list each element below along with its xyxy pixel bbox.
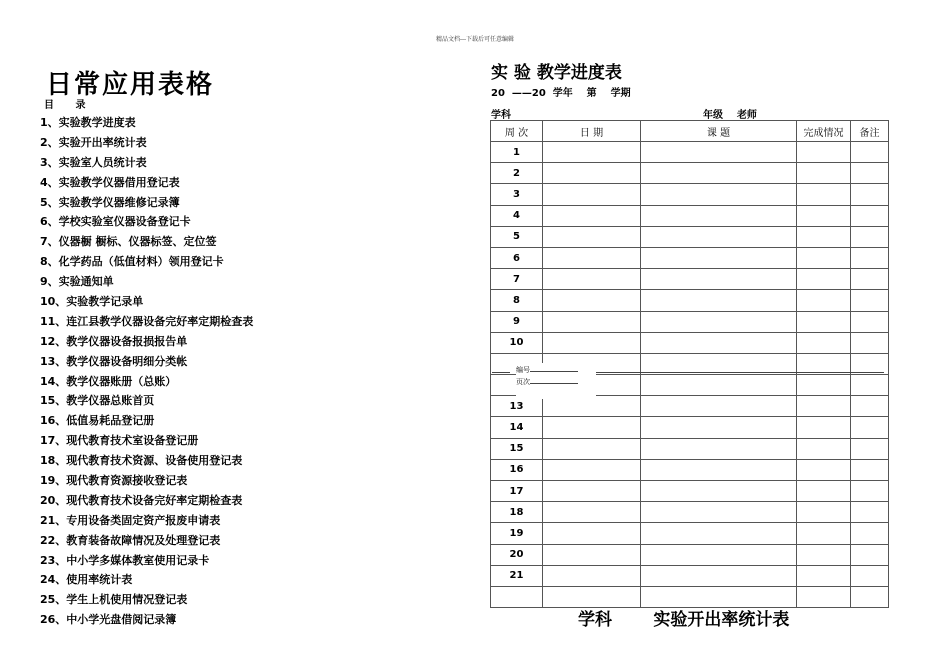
table-row <box>491 502 889 523</box>
week-number-cell <box>491 586 543 607</box>
toc-item: 24、使用率统计表 <box>40 573 133 587</box>
empty-cell <box>641 438 797 459</box>
empty-cell <box>797 205 851 226</box>
empty-cell <box>641 417 797 438</box>
toc-item: 1、实验教学进度表 <box>40 116 136 129</box>
toc-item: 11、连江县教学仪器设备完好率定期检查表 <box>40 314 254 328</box>
divider-line <box>492 372 510 373</box>
empty-cell <box>797 142 851 163</box>
table-row <box>491 438 889 459</box>
empty-cell <box>543 205 641 226</box>
empty-cell <box>641 184 797 205</box>
empty-cell <box>851 226 889 247</box>
empty-cell <box>851 142 889 163</box>
empty-cell <box>851 565 889 586</box>
table-row <box>491 184 889 205</box>
toc-item: 22、教育装备故障情况及处理登记表 <box>40 533 221 547</box>
week-number-cell: 9 <box>491 311 543 332</box>
empty-cell <box>851 290 889 311</box>
empty-cell <box>641 290 797 311</box>
week-number-cell: 18 <box>491 502 543 523</box>
toc-item: 9、实验通知单 <box>40 275 114 289</box>
empty-cell <box>641 332 797 353</box>
toc-item: 13、教学仪器设备明细分类帐 <box>40 354 188 368</box>
table-row <box>491 417 889 438</box>
empty-cell <box>797 502 851 523</box>
empty-cell <box>543 459 641 480</box>
toc-item: 8、化学药品（低值材料）领用登记卡 <box>40 255 224 269</box>
table-row <box>491 311 889 332</box>
toc-item: 21、专用设备类固定资产报废申请表 <box>40 513 221 527</box>
table-row <box>491 163 889 184</box>
empty-cell <box>797 396 851 417</box>
week-number-cell: 19 <box>491 523 543 544</box>
empty-cell <box>641 523 797 544</box>
col-header-topic: 课 题 <box>641 121 797 142</box>
week-number-cell: 8 <box>491 290 543 311</box>
empty-cell <box>797 481 851 502</box>
empty-cell <box>543 481 641 502</box>
toc-item: 19、现代教育资源接收登记表 <box>40 474 188 488</box>
empty-cell <box>641 544 797 565</box>
empty-cell <box>543 438 641 459</box>
toc-item: 16、低值易耗品登记册 <box>40 414 155 428</box>
empty-cell <box>543 417 641 438</box>
empty-cell <box>797 269 851 290</box>
empty-cell <box>797 163 851 184</box>
empty-cell <box>797 375 851 396</box>
empty-cell <box>641 565 797 586</box>
toc-item: 6、学校实验室仪器设备登记卡 <box>40 215 191 229</box>
empty-cell <box>641 459 797 480</box>
empty-cell <box>797 247 851 268</box>
empty-cell <box>851 375 889 396</box>
number-label: 编号 <box>516 366 530 374</box>
empty-cell <box>641 247 797 268</box>
table-row <box>491 290 889 311</box>
empty-cell <box>797 226 851 247</box>
empty-cell <box>641 375 797 396</box>
empty-cell <box>797 586 851 607</box>
week-number-cell: 6 <box>491 247 543 268</box>
empty-cell <box>543 311 641 332</box>
week-number-cell: 1 <box>491 142 543 163</box>
table-row <box>491 205 889 226</box>
toc-item: 3、实验室人员统计表 <box>40 155 147 169</box>
schedule-title: 实 验 教学进度表 <box>491 63 622 83</box>
week-number-cell: 21 <box>491 565 543 586</box>
toc-item: 5、实验教学仪器维修记录簿 <box>40 195 180 209</box>
academic-year-line: 20 ——20 学年 第 学期 <box>491 88 631 99</box>
toc-item: 4、实验教学仪器借用登记表 <box>40 175 180 189</box>
week-number-cell: 15 <box>491 438 543 459</box>
col-header-status: 完成情况 <box>797 121 851 142</box>
empty-cell <box>641 163 797 184</box>
week-number-cell: 5 <box>491 226 543 247</box>
week-number-cell: 20 <box>491 544 543 565</box>
empty-cell <box>851 269 889 290</box>
empty-cell <box>797 565 851 586</box>
table-row <box>491 544 889 565</box>
empty-cell <box>851 311 889 332</box>
empty-cell <box>797 438 851 459</box>
table-header-row <box>491 121 889 142</box>
empty-cell <box>543 269 641 290</box>
empty-cell <box>851 459 889 480</box>
empty-cell <box>543 523 641 544</box>
empty-cell <box>851 438 889 459</box>
toc-item: 18、现代教育技术资源、设备使用登记表 <box>40 454 243 468</box>
week-number-cell: 4 <box>491 205 543 226</box>
empty-cell <box>543 163 641 184</box>
page-label: 页次 <box>516 378 530 386</box>
empty-cell <box>641 396 797 417</box>
toc-item: 26、中小学光盘借阅记录簿 <box>40 613 177 627</box>
empty-cell <box>851 417 889 438</box>
page-blank <box>530 375 578 384</box>
empty-cell <box>543 142 641 163</box>
table-row <box>491 523 889 544</box>
empty-cell <box>641 481 797 502</box>
week-number-cell: 3 <box>491 184 543 205</box>
col-header-remarks: 备注 <box>851 121 889 142</box>
empty-cell <box>797 417 851 438</box>
empty-cell <box>851 184 889 205</box>
empty-cell <box>641 205 797 226</box>
table-row <box>491 332 889 353</box>
empty-cell <box>641 502 797 523</box>
empty-cell <box>851 523 889 544</box>
divider-line <box>594 372 884 373</box>
empty-cell <box>851 163 889 184</box>
header-note: 精品文档---下载后可任意编辑 <box>435 36 515 43</box>
toc-item: 2、实验开出率统计表 <box>40 135 147 149</box>
empty-cell <box>797 184 851 205</box>
toc-item: 14、教学仪器账册（总账） <box>40 374 177 388</box>
toc-item: 23、中小学多媒体教室使用记录卡 <box>40 553 210 567</box>
empty-cell <box>851 544 889 565</box>
toc-item: 12、教学仪器设备报损报告单 <box>40 334 188 348</box>
empty-cell <box>851 396 889 417</box>
empty-cell <box>851 502 889 523</box>
empty-cell <box>543 502 641 523</box>
empty-cell <box>543 565 641 586</box>
week-number-cell: 16 <box>491 459 543 480</box>
empty-cell <box>641 311 797 332</box>
toc-item: 10、实验教学记录单 <box>40 295 144 309</box>
empty-cell <box>797 459 851 480</box>
empty-cell <box>641 269 797 290</box>
toc-item: 17、现代教育技术室设备登记册 <box>40 434 199 448</box>
empty-cell <box>851 247 889 268</box>
toc-item: 7、仪器橱 橱标、仪器标签、定位签 <box>40 235 217 249</box>
toc-item: 15、教学仪器总账首页 <box>40 394 155 408</box>
subject-label: 学科 <box>491 110 511 121</box>
empty-cell <box>851 332 889 353</box>
table-row <box>491 269 889 290</box>
week-number-cell: 17 <box>491 481 543 502</box>
week-number-cell: 7 <box>491 269 543 290</box>
col-header-week: 周 次 <box>491 121 543 142</box>
empty-cell <box>797 332 851 353</box>
week-number-cell: 2 <box>491 163 543 184</box>
label-overlay <box>516 363 596 399</box>
empty-cell <box>543 247 641 268</box>
empty-cell <box>851 481 889 502</box>
table-row <box>491 481 889 502</box>
empty-cell <box>641 226 797 247</box>
number-blank <box>530 363 578 372</box>
empty-cell <box>641 142 797 163</box>
col-header-date: 日 期 <box>543 121 641 142</box>
empty-cell <box>543 332 641 353</box>
empty-cell <box>851 586 889 607</box>
week-number-cell: 14 <box>491 417 543 438</box>
toc-heading: 目 录 <box>44 100 86 111</box>
empty-cell <box>543 290 641 311</box>
empty-cell <box>543 226 641 247</box>
empty-cell <box>797 290 851 311</box>
page-title: 日常应用表格 <box>46 70 215 100</box>
toc-item: 20、现代教育技术设备完好率定期检查表 <box>40 493 243 507</box>
empty-cell <box>543 544 641 565</box>
table-row <box>491 142 889 163</box>
toc-item: 25、学生上机使用情况登记表 <box>40 593 188 607</box>
toc-list <box>40 113 253 630</box>
empty-cell <box>797 523 851 544</box>
next-form-title: 学科 实验开出率统计表 <box>578 610 790 630</box>
grade-teacher-label: 年级 老师 <box>703 110 757 121</box>
table-row <box>491 459 889 480</box>
week-number-cell: 10 <box>491 332 543 353</box>
empty-cell <box>797 544 851 565</box>
table-row <box>491 247 889 268</box>
empty-cell <box>543 184 641 205</box>
table-row <box>491 226 889 247</box>
empty-cell <box>797 311 851 332</box>
week-number-cell: 13 <box>491 396 543 417</box>
table-row <box>491 565 889 586</box>
empty-cell <box>851 205 889 226</box>
